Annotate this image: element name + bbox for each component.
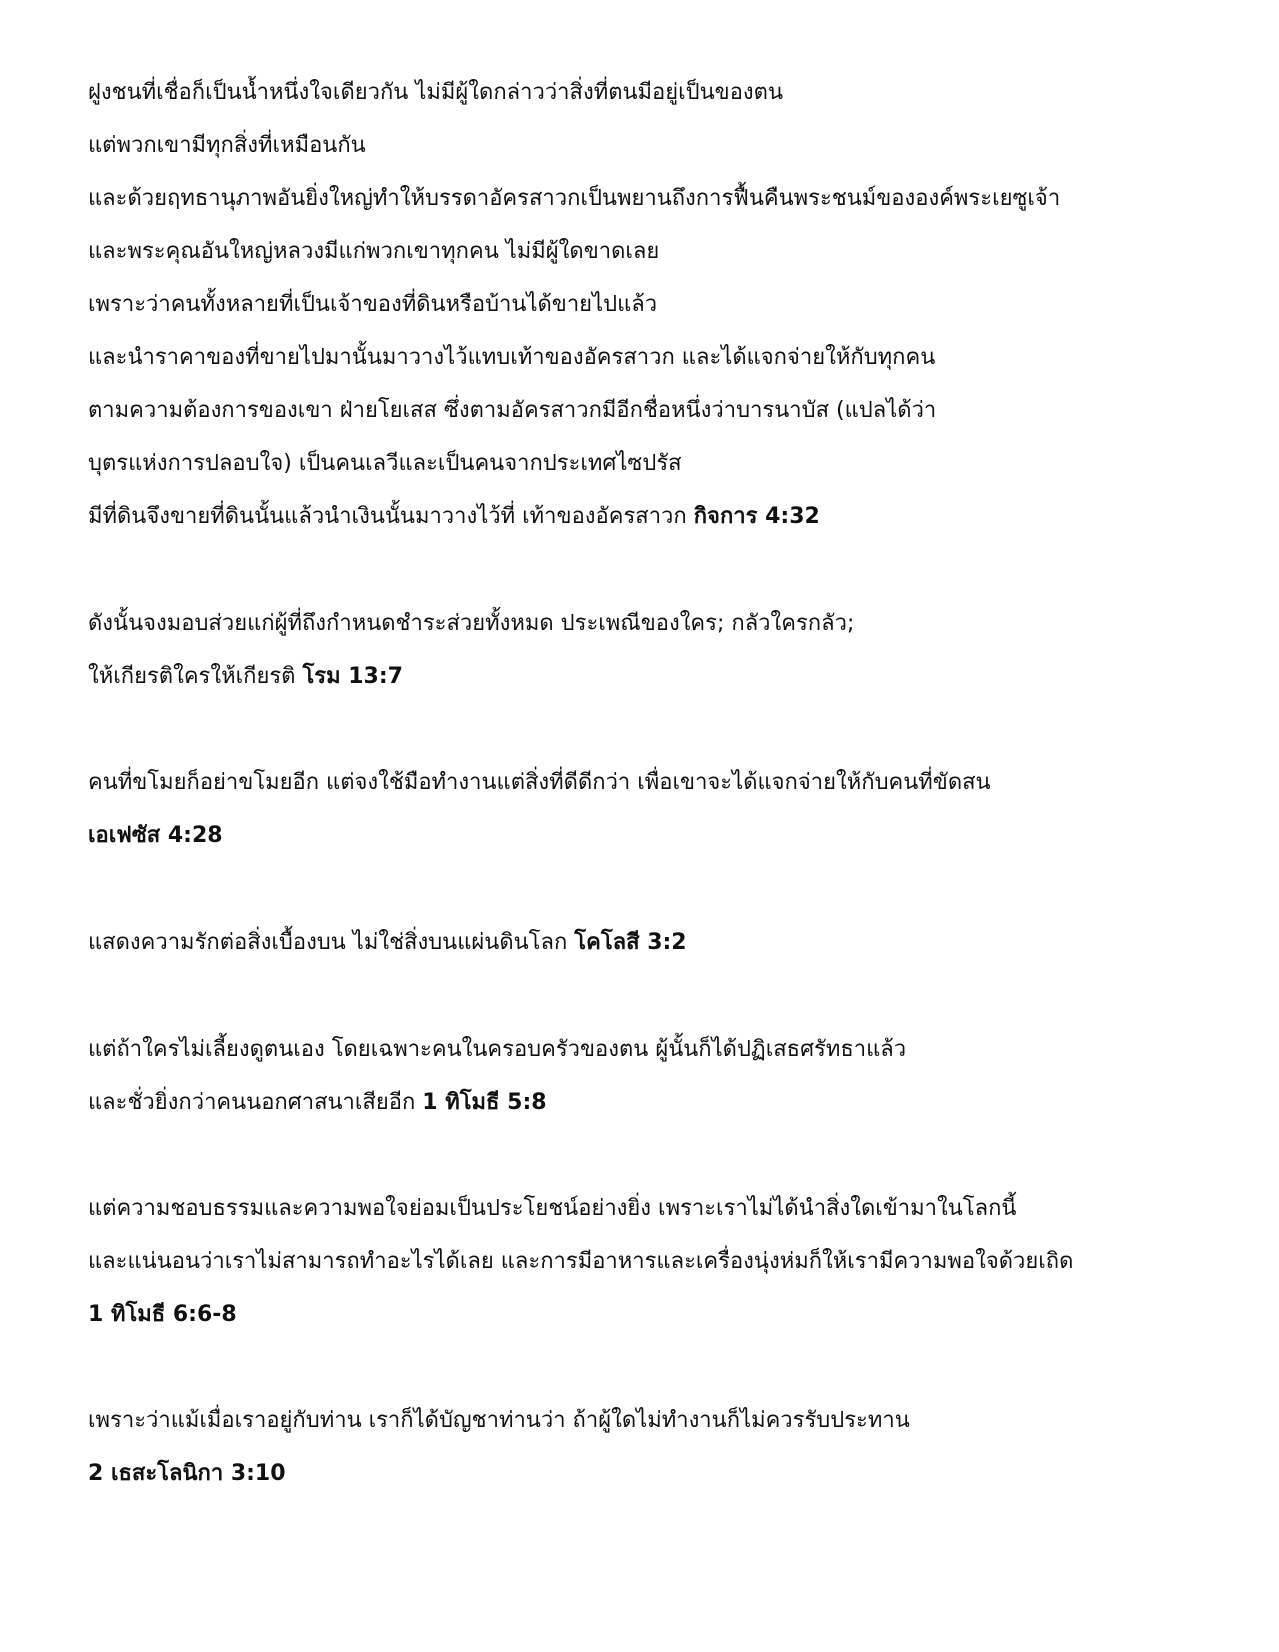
text-line: ดังนั้นจงมอบส่วยแก่ผู้ที่ถึงกำหนดชำระส่วยทั้งหมด ประเพณีของใคร; กลัวใครกลัว;: [88, 611, 855, 636]
text-line: ให้เกียรติใครให้เกียรติ โรม 13:7: [88, 664, 403, 689]
text-line: คนที่ขโมยก็อย่าขโมยอีก แต่จงใช้มือทำงานแต่สิ่งที่ดีดีกว่า เพื่อเขาจะได้แจกจ่ายให้กับคนที่ขัดสน: [88, 770, 991, 795]
text-line: [88, 821, 223, 851]
text-line: ตามความต้องการของเขา ฝ่ายโยเสส ซึ่งตามอัครสาวกมีอีกชื่อหนึ่งว่าบารนาบัส (แปลได้ว่า: [88, 398, 937, 423]
text-line: แต่ความชอบธรรมและความพอใจย่อมเป็นประโยชน์อย่างยิ่ง เพราะเราไม่ได้นำสิ่งใดเข้ามาในโลกนี้: [88, 1196, 1017, 1221]
verse-reference: 1 ทิโมธี 5:8: [422, 1090, 547, 1115]
text-line: และนำราคาของที่ขายไปมานั้นมาวางไว้แทบเท้าของอัครสาวก และได้แจกจ่ายให้กับทุกคน: [88, 345, 936, 370]
verse-reference: โรม 13:7: [302, 664, 403, 689]
text-line: แสดงความรักต่อสิ่งเบื้องบน ไม่ใช่สิ่งบนแผ่นดินโลก โคโลสี 3:2: [88, 930, 687, 955]
text-line: และชั่วยิ่งกว่าคนนอกศาสนาเสียอีก 1 ทิโมธี 5:8: [88, 1090, 547, 1115]
text-line: และพระคุณอันใหญ่หลวงมีแก่พวกเขาทุกคน ไม่มีผู้ใดขาดเลย: [88, 239, 660, 264]
text-line: มีที่ดินจึงขายที่ดินนั้นแล้วนำเงินนั้นมาวางไว้ที่ เท้าของอัครสาวก กิจการ 4:32: [88, 504, 820, 529]
text-line: และด้วยฤทธานุภาพอันยิ่งใหญ่ทำให้บรรดาอัครสาวกเป็นพยานถึงการฟื้นคืนพระชนม์ขององค์พระเยซูเจ้า: [88, 186, 1061, 211]
text-line: บุตรแห่งการปลอบใจ) เป็นคนเลวีและเป็นคนจากประเทศไซปรัส: [88, 451, 682, 476]
verse-reference: โคโลสี 3:2: [574, 930, 687, 955]
text-line: และแน่นอนว่าเราไม่สามารถทำอะไรได้เลย และการมีอาหารและเครื่องนุ่งห่มก็ให้เรามีความพอใจด้วยเถิด: [88, 1249, 1074, 1274]
text-line: แต่ถ้าใครไม่เลี้ยงดูตนเอง โดยเฉพาะคนในครอบครัวของตน ผู้นั้นก็ได้ปฏิเสธศรัทธาแล้ว: [88, 1037, 907, 1062]
text-line: แต่พวกเขามีทุกสิ่งที่เหมือนกัน: [88, 133, 366, 158]
verse-reference: เอเฟซัส 4:28: [88, 823, 223, 848]
verse-reference: กิจการ 4:32: [693, 504, 820, 529]
verse-reference: 2 เธสะโลนิกา 3:10: [88, 1461, 286, 1486]
text-line: [88, 1300, 237, 1330]
verse-reference: 1 ทิโมธี 6:6-8: [88, 1302, 237, 1327]
text-line: [88, 1459, 286, 1489]
text-line: ฝูงชนที่เชื่อก็เป็นน้ำหนึ่งใจเดียวกัน ไม่มีผู้ใดกล่าวว่าสิ่งที่ตนมีอยู่เป็นของตน: [88, 80, 783, 105]
text-line: เพราะว่าแม้เมื่อเราอยู่กับท่าน เราก็ได้บัญชาท่านว่า ถ้าผู้ใดไม่ทำงานก็ไม่ควรรับประทาน: [88, 1408, 910, 1433]
text-line: เพราะว่าคนทั้งหลายที่เป็นเจ้าของที่ดินหรือบ้านได้ขายไปแล้ว: [88, 292, 658, 317]
